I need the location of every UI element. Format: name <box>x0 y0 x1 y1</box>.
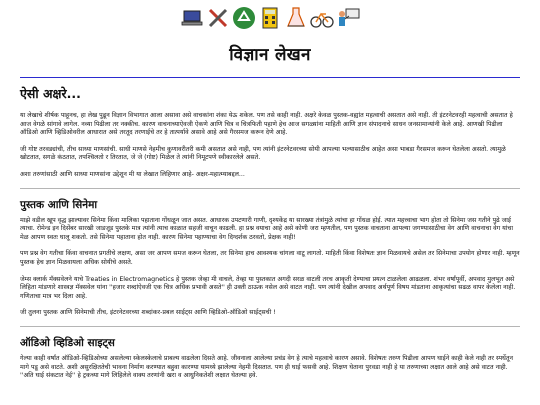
paragraph: या लेखाचे शीर्षक पाहूनच, हा लेख पुढून विज्ञान विभागात आला असावा असे वाचकांना शंका येऊ शकेल. पण तसे काही नाही. अक्षरे केवळ पुस्तक-वह्यांत महत्वाची असतात असे नाही. ती इंटरनेटवरही महत्वाची असतात हे आज वेगळे सांगावे लागेल. नव्या पिढीला तर नक्कीच. कारण वाचनाच्याऐवजी ऐकणे आणि चित्र व चित्रफिती पहाणे हेच आज सगळ्यांना माहिती आणि ज्ञान संपादनाचे साधन जनसामान्यांनी केले आहे. आणखी पिढीला ऑडिओ आणि व्हिडिओवरील आधारात असे तरतूद तरणाईचे तर हे तात्पर्यावे असावे आहे असे गैरसमज करून देणे आहे. <box>20 112 513 137</box>
teacher-icon <box>336 6 360 30</box>
section-books-cinema <box>20 198 520 318</box>
section-divider <box>20 188 520 189</box>
paragraph: जेम्स क्लार्क मॅक्सवेलने याचे Treaties in Electromagnetics हे पुस्तक जेव्हा मी वाचले, तेव्हा या पुस्तकात अगदी सरळ वाटली तरच आकृती देण्याचा प्रयत्न टाळलेला आढळला. शंभर वर्षांपूर्वी, अपवाद मुलभूत असे लिहिता मांडणारे शास्त्रज्ञ मॅक्सवेल यांना ''हजार शब्दांऐवजी एक चित्र अधिक प्रभावी असते'' ही उक्ती ठाऊक नसेल असे वाटत नाही. पण त्यांनी देखील अपवाद अर्थपूर्ण विषय मांडताना आकृत्यांचा सढळ वापर केलेला नाही. गणिताचा मात्र भर दिला आहे. <box>20 275 516 300</box>
section-divider <box>20 326 520 327</box>
paragraph: जी गोष्ट तरवड्यांची, तीच साध्या माणसांची. साधी माणसे नेहमीच कुणावरीतरी कमी असतात असे नाही, पण त्यांनी इंटरनेटवरच्या सोयी आपल्या भल्यासाठीच आहेत असा भाबडा गैरसमज करून घेतलेला असतो. त्यामुळे खोटतात, सगळे कंठतात, तपश्चिलतो र तिरतात, जे जे (गोष्ट) मिळेल ते त्यांनी निमूटपणे स्वीकारलेले असते. <box>20 145 506 162</box>
banner <box>0 0 540 34</box>
paragraph: अशा तरुणांसाठी आणि साध्या माणसांना उद्देशून मी या लेखात लिहिणार आहे- अक्षर-महात्म्याबद्दल... <box>20 170 245 178</box>
paragraph: माझे वडील खूप वृद्ध झाल्यावर सिनेमा किंवा मालिका पहाताना गोंधळून जात असत. आधारक उपटणारी गाणी, दृश्यकेंद्र या सारख्या तंत्रांमुळे त्यांचा हा गोंधळ होई. त्यात महत्त्वाचा भाग होता तो सिनेमा जस गतीने पुढे जाई त्याचा. रोमेन्ड इन दिसेंबर सारखी जाडजूड पुस्तके मात्र त्यांनी त्याच काळात सहजी वाचून काढली. हा प्रश्न वयाचा आहे असे कोणी जरा म्हणतील, पण पुस्तक वाचताना आपल्या जगण्यासाठीचा वेग आणि वाचनाचा वेग यांचा मेळ आपण स्वतः घालू शकतो. तसे सिनेमा पहाताना होत नाही. कारण सिनेमा पहाण्याचा वेग दिग्दर्शक ठरवतो, प्रेक्षक नाही! <box>20 216 514 241</box>
laptop-icon <box>180 6 204 30</box>
cycle-icon <box>310 6 334 30</box>
chemistry-icon <box>284 6 308 30</box>
intro-heading: ऐसी अक्षरे... <box>20 86 81 101</box>
title-divider <box>20 77 520 78</box>
tools-icon <box>206 6 230 30</box>
section-heading: ऑडिओ व्हिडिओ साइट्स <box>20 336 115 349</box>
paragraph: पण प्रश्न वेग गतीचा किंवा वाचनात प्रगतीचे लक्षण, असा जर आपण समज करून घेतला, तर सिनेमा हाच आवश्यक चांगला वाटू लागतो. माहिती किंवा विशेषतः ज्ञान मिळवायचे असेल तर सिनेमाचा उपयोग होणार नाही. म्हणून पुस्तक हेच ज्ञान मिळवायला अधिक सोयीचे असते. <box>20 250 520 266</box>
section-heading: पुस्तक आणि सिनेमा <box>20 198 98 211</box>
paragraph: जी तुलना पुस्तक आणि सिनेमाची तीच, इंटरनेटवरच्या शब्दांकर-प्रबल साईट्स आणि व्हिडिओ-ऑडिओ साईट्सची ! <box>20 309 276 317</box>
section-audio-video <box>20 336 520 381</box>
calculator-icon <box>258 6 282 30</box>
recycle-icon <box>232 6 256 30</box>
page-title: विज्ञान लेखन <box>229 45 311 65</box>
paragraph: गेल्या काही वर्षांत ऑडिओ-व्हिडिओच्या असलेल्या स्केलस्केलाचे प्राबल्य वाढलेला दिसते आहे. जीवनाला आलेल्या प्रचंड वेग हे त्याचे महत्वाचे कारण असावे. विशेषतः तरुण पिढीला आपण घाईने काही केले नाही तर स्पर्धेतून मागे पडू असे वाटते. अशी असुरक्षिततेची भावना निर्माण करण्यात बहुवा कारण्या यामध्ये झालेल्या नेहमी दिसतात. पण ही घाई फसवी आहे. शिक्षण घेताना पुरवडा नाही हे या तरुणाच्या लक्षात आले आहे असे वाटत नाही. ''अति घाई संकटात नेई'' हे ट्रकच्या मागे लिहिलेले वाक्य तरणांनी खरा व आधुनिकतेशी लक्षात घेतल्या हवे. <box>20 354 513 380</box>
article-body <box>20 85 520 389</box>
section-intro <box>20 112 520 180</box>
